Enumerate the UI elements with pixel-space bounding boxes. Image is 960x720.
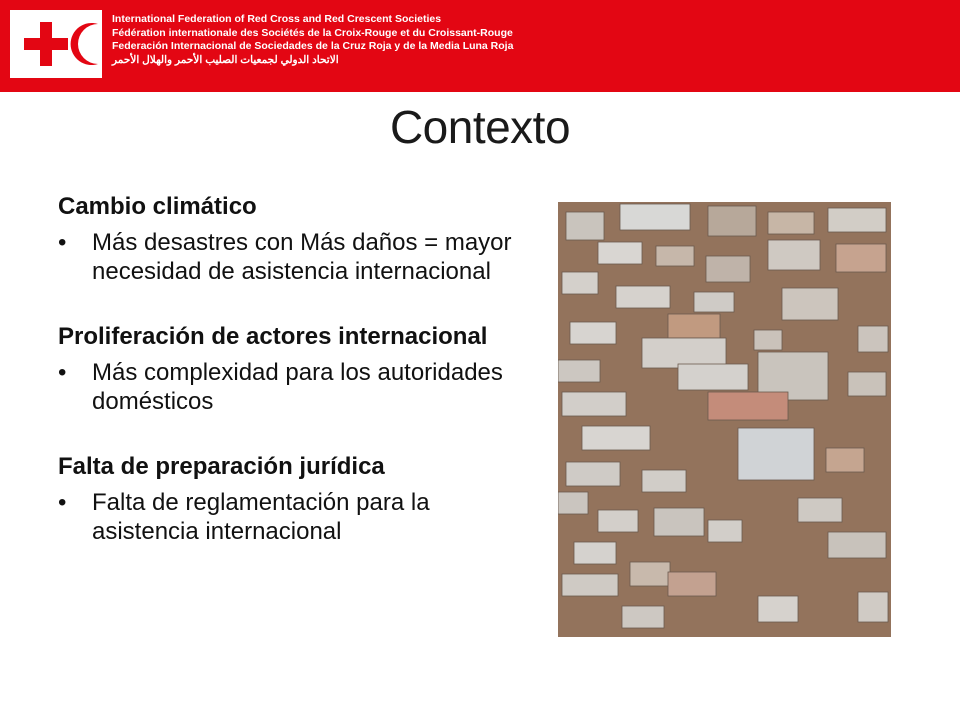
header-banner	[0, 0, 960, 92]
bullet-text: Más complexidad para los autoridades domésticos	[92, 359, 503, 415]
section-heading-legal-preparedness: Falta de preparación jurídica	[58, 453, 385, 480]
bullet-dot: •	[58, 359, 67, 386]
bullet-dot: •	[58, 489, 67, 516]
section-heading-proliferation-of-actors: Proliferación de actores internacional	[58, 323, 488, 350]
bullet-dot: •	[58, 229, 67, 256]
red-crescent-icon	[68, 21, 110, 67]
bullet-text: Más desastres con Más daños = mayor necesidad de asistencia internacional	[92, 229, 512, 285]
bullet-item	[58, 488, 538, 546]
section-heading-climate-change: Cambio climático	[58, 193, 257, 220]
flooded-village-aerial-photo	[558, 202, 891, 637]
org-name-spanish: Federación Internacional de Sociedades de la Cruz Roja y de la Media Luna Roja	[112, 40, 514, 52]
org-name-arabic: الاتحاد الدولي لجمعيات الصليب الأحمر والهلال الأحمر	[112, 53, 339, 66]
bullet-item	[58, 358, 538, 416]
organization-names	[112, 13, 632, 67]
org-name-french: Fédération internationale des Sociétés de la Croix-Rouge et du Croissant-Rouge	[112, 26, 513, 39]
red-cross-red-crescent-logo	[10, 10, 102, 78]
red-cross-icon	[24, 22, 68, 66]
bullet-text: Falta de reglamentación para la asistencia internacional	[92, 489, 430, 545]
bullet-item	[58, 228, 538, 286]
slide-content	[58, 192, 538, 546]
org-name-english: International Federation of Red Cross and Red Crescent Societies	[112, 13, 442, 25]
slide-title: Contexto	[389, 101, 571, 153]
